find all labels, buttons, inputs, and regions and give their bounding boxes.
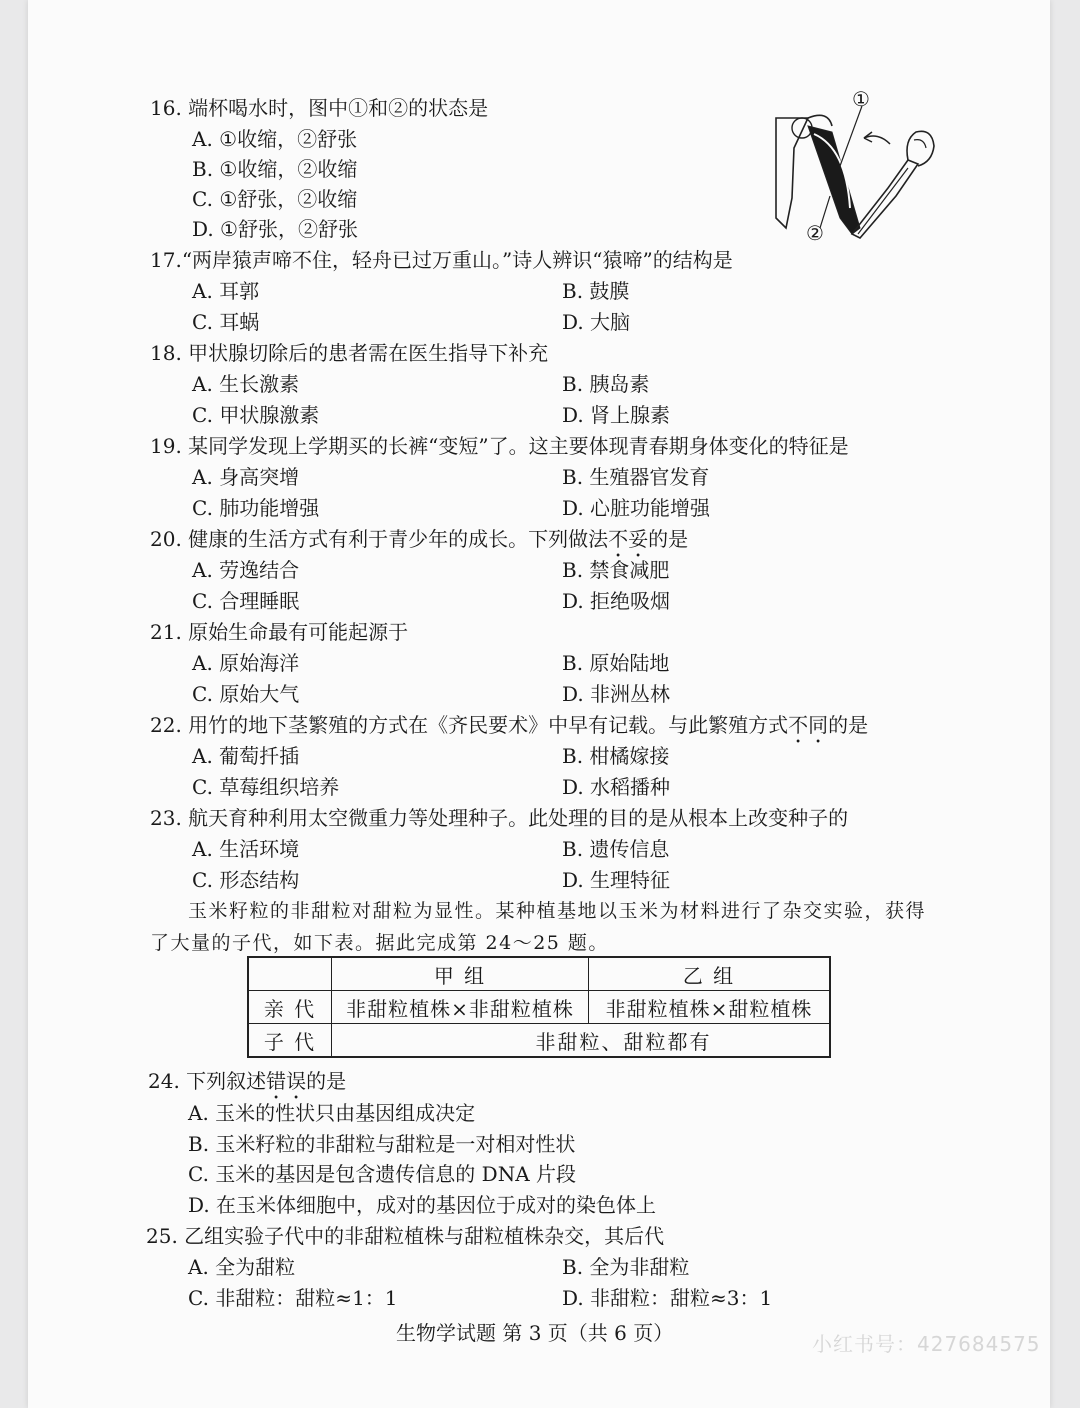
q18-option-d: D. 肾上腺素 <box>562 403 671 427</box>
cross-experiment-table <box>247 956 831 1058</box>
q20-option-a: A. 劳逸结合 <box>192 558 300 582</box>
q21-option-a: A. 原始海洋 <box>192 651 300 675</box>
table-header-yi: 乙 组 <box>589 957 831 991</box>
table-header-row <box>248 957 830 991</box>
q20-option-b: B. 禁食减肥 <box>562 558 670 582</box>
q24-option-c: C. 玉米的基因是包含遗传信息的 DNA 片段 <box>188 1162 577 1186</box>
q25-option-d: D. 非甜粒：甜粒≈3：1 <box>562 1286 773 1310</box>
q21-option-c: C. 原始大气 <box>192 682 300 706</box>
page-footer: 生物学试题 第 3 页（共 6 页） <box>396 1321 674 1345</box>
q23-option-c: C. 形态结构 <box>192 868 300 892</box>
q16-option-a: A. ①收缩，②舒张 <box>192 127 358 151</box>
table-corner-cell <box>248 957 332 991</box>
table-header-jia: 甲 组 <box>332 957 589 991</box>
q19-option-a: A. 身高突增 <box>192 465 300 489</box>
q23-option-b: B. 遗传信息 <box>562 837 670 861</box>
q25-option-b: B. 全为非甜粒 <box>562 1255 690 1279</box>
figure-label-2: ② <box>806 221 824 245</box>
question-20-stem: 20. 健康的生活方式有利于青少年的成长。下列做法不妥的是 <box>150 527 689 551</box>
q23-option-d: D. 生理特征 <box>562 868 671 892</box>
watermark: 小红书号：427684575 <box>812 1332 1041 1356</box>
question-17-stem: 17.“两岸猿声啼不住，轻舟已过万重山。”诗人辨识“猿啼”的结构是 <box>150 248 733 272</box>
arm-muscle-figure <box>768 88 938 248</box>
q21-option-d: D. 非洲丛林 <box>562 682 671 706</box>
table-cell-offspring: 非甜粒、甜粒都有 <box>332 1024 831 1058</box>
q16-option-c: C. ①舒张，②收缩 <box>192 187 358 211</box>
arm-diagram-icon <box>768 88 938 248</box>
q16-option-d: D. ①舒张，②舒张 <box>192 217 358 241</box>
q20-option-d: D. 拒绝吸烟 <box>562 589 671 613</box>
q17-option-b: B. 鼓膜 <box>562 279 630 303</box>
q22-option-b: B. 柑橘嫁接 <box>562 744 670 768</box>
material-intro-line-1: 玉米籽粒的非甜粒对甜粒为显性。某种植基地以玉米为材料进行了杂交实验，获得 <box>188 900 927 922</box>
q22-option-c: C. 草莓组织培养 <box>192 775 340 799</box>
q19-option-d: D. 心脏功能增强 <box>562 496 711 520</box>
table-row <box>248 1024 830 1058</box>
q24-option-a: A. 玉米的性状只由基因组成决定 <box>188 1101 476 1125</box>
question-22-stem: 22. 用竹的地下茎繁殖的方式在《齐民要术》中早有记载。与此繁殖方式不同的是 <box>150 713 869 737</box>
q25-option-a: A. 全为甜粒 <box>188 1255 296 1279</box>
table-row-label-parents: 亲 代 <box>248 991 332 1024</box>
question-21-stem: 21. 原始生命最有可能起源于 <box>150 620 409 644</box>
q19-option-c: C. 肺功能增强 <box>192 496 320 520</box>
q24-option-d: D. 在玉米体细胞中，成对的基因位于成对的染色体上 <box>188 1193 657 1217</box>
q25-option-c: C. 非甜粒：甜粒≈1：1 <box>188 1286 398 1310</box>
q17-option-d: D. 大脑 <box>562 310 631 334</box>
question-24-stem: 24. 下列叙述错误的是 <box>148 1069 347 1093</box>
figure-label-1: ① <box>852 87 870 111</box>
question-16-stem: 16. 端杯喝水时，图中①和②的状态是 <box>150 96 489 120</box>
q23-option-a: A. 生活环境 <box>192 837 300 861</box>
q18-option-c: C. 甲状腺激素 <box>192 403 320 427</box>
q17-option-a: A. 耳郭 <box>192 279 260 303</box>
q16-option-b: B. ①收缩，②收缩 <box>192 157 358 181</box>
question-23-stem: 23. 航天育种利用太空微重力等处理种子。此处理的目的是从根本上改变种子的 <box>150 806 849 830</box>
q19-option-b: B. 生殖器官发育 <box>562 465 710 489</box>
q21-option-b: B. 原始陆地 <box>562 651 670 675</box>
material-intro-line-2: 了大量的子代，如下表。据此完成第 24～25 题。 <box>150 932 609 954</box>
table-row <box>248 991 830 1024</box>
table-cell-yi-parents: 非甜粒植株×甜粒植株 <box>589 991 831 1024</box>
table-cell-jia-parents: 非甜粒植株×非甜粒植株 <box>332 991 589 1024</box>
q18-option-a: A. 生长激素 <box>192 372 300 396</box>
q22-option-d: D. 水稻播种 <box>562 775 671 799</box>
q22-option-a: A. 葡萄扦插 <box>192 744 300 768</box>
q24-option-b: B. 玉米籽粒的非甜粒与甜粒是一对相对性状 <box>188 1132 576 1156</box>
question-19-stem: 19. 某同学发现上学期买的长裤“变短”了。这主要体现青春期身体变化的特征是 <box>150 434 849 458</box>
table-row-label-offspring: 子 代 <box>248 1024 332 1058</box>
q17-option-c: C. 耳蜗 <box>192 310 260 334</box>
q20-option-c: C. 合理睡眠 <box>192 589 300 613</box>
question-25-stem: 25. 乙组实验子代中的非甜粒植株与甜粒植株杂交，其后代 <box>146 1224 665 1248</box>
question-18-stem: 18. 甲状腺切除后的患者需在医生指导下补充 <box>150 341 549 365</box>
q18-option-b: B. 胰岛素 <box>562 372 650 396</box>
